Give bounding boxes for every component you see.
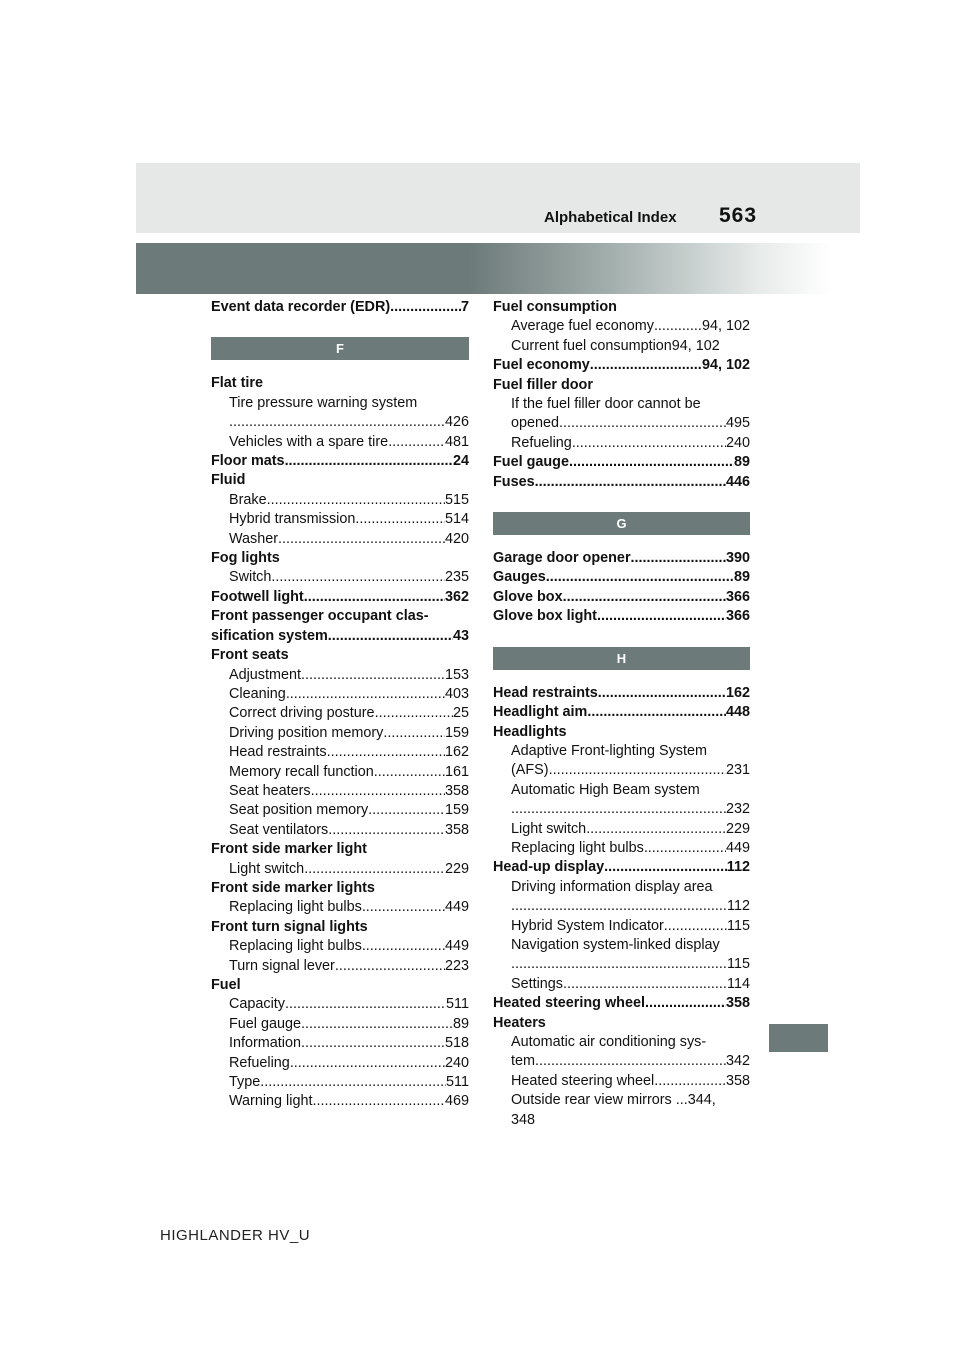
index-entry-continuation [493, 955, 750, 974]
dot-leader [285, 995, 446, 1014]
index-entry [493, 1091, 750, 1130]
index-entry [493, 607, 750, 626]
dot-leader [286, 685, 445, 704]
index-entry-text: Adaptive Front-lighting System [511, 742, 707, 759]
index-entry-continuation: 348 [511, 1111, 536, 1128]
dot-leader [285, 452, 453, 471]
index-entry-page: 153 [444, 666, 469, 683]
dot-leader [535, 473, 726, 492]
index-entry-page: 511 [446, 996, 469, 1013]
index-entry-text: Type [229, 1074, 261, 1091]
dot-leader [597, 607, 726, 626]
index-entry: Front turn signal lights [211, 918, 368, 935]
index-entry-page: 446 [725, 473, 750, 490]
dot-leader [388, 433, 445, 452]
index-entry [211, 782, 469, 801]
index-entry [211, 995, 469, 1014]
index-entry-continuation [493, 1052, 750, 1071]
index-entry-page: 43 [452, 627, 469, 644]
index-entry-text: Navigation system-linked display [511, 936, 720, 953]
index-entry-page: 235 [444, 569, 469, 586]
index-entry-page: 515 [444, 491, 469, 508]
dot-leader [511, 955, 727, 974]
section-title: Alphabetical Index [544, 209, 677, 226]
index-entry-page: 229 [444, 860, 469, 877]
index-entry-page: 449 [444, 899, 469, 916]
index-entry [493, 781, 750, 820]
dot-leader [587, 703, 726, 722]
index-entry-cont-text: sification system [211, 627, 328, 644]
index-entry-page: 94, 102 [701, 357, 750, 374]
dot-leader [563, 975, 727, 994]
index-entry [493, 936, 750, 975]
index-column-right [493, 298, 750, 1130]
index-entry-text: Brake [229, 491, 267, 508]
index-entry: Fuel filler door [493, 376, 593, 393]
index-entry-page: 403 [444, 685, 469, 702]
dot-leader [549, 761, 726, 780]
dot-leader [301, 1015, 453, 1034]
index-entry-page: 358 [444, 782, 469, 799]
index-entry-page: 162 [725, 684, 750, 701]
index-entry [493, 453, 750, 472]
index-entry [493, 568, 750, 587]
index-entry-text: Head-up display [493, 859, 605, 876]
index-entry [211, 937, 469, 956]
dot-leader [535, 1052, 726, 1071]
index-entry [211, 530, 469, 549]
index-entry-text: If the fuel filler door cannot be [511, 396, 701, 413]
dot-leader [645, 994, 726, 1013]
index-entry-continuation [493, 897, 750, 916]
index-entry-text: Tire pressure warning system [229, 394, 418, 411]
dot-leader [511, 897, 727, 916]
index-letter-heading: H [493, 647, 750, 670]
dot-leader [278, 530, 445, 549]
index-entry-text: Refueling [229, 1054, 290, 1071]
index-entry: Flat tire [211, 375, 263, 392]
index-entry [493, 917, 750, 936]
index-entry [493, 742, 750, 781]
index-entry-text: Seat heaters [229, 782, 311, 799]
index-entry [211, 724, 469, 743]
dot-leader [328, 821, 445, 840]
index-entry-text: Replacing light bulbs [229, 899, 362, 916]
index-entry-page: 449 [444, 938, 469, 955]
index-entry: Fluid [211, 472, 246, 489]
index-entry: Current fuel consumption94, 102 [511, 337, 720, 354]
dot-leader [569, 453, 734, 472]
dot-leader [267, 491, 445, 510]
index-entry [493, 317, 750, 336]
index-entry-page: 358 [725, 1072, 750, 1089]
dot-leader [304, 588, 445, 607]
dot-leader [644, 839, 726, 858]
index-entry-text: Replacing light bulbs [229, 938, 362, 955]
index-entry [211, 1015, 469, 1034]
index-column-left [211, 298, 469, 1112]
index-entry-text: Automatic High Beam system [511, 781, 700, 798]
index-entry-page: 94, 102 [701, 318, 750, 335]
dot-leader [290, 1054, 445, 1073]
index-entry-page: 7 [460, 299, 469, 315]
index-entry-page: 469 [444, 1093, 469, 1110]
index-entry [211, 1054, 469, 1073]
index-entry-text: Average fuel economy [511, 318, 654, 335]
index-entry-continuation [493, 761, 750, 780]
dot-leader [546, 568, 734, 587]
index-entry [493, 395, 750, 434]
index-entry-cont-text: tem [511, 1053, 535, 1070]
index-entry-page: 223 [444, 957, 469, 974]
index-entry-text: Settings [511, 975, 563, 992]
index-entry-text: Cleaning [229, 685, 286, 702]
dot-leader [654, 317, 702, 336]
index-entry: Heaters [493, 1014, 546, 1031]
index-entry-page: 159 [444, 802, 469, 819]
dot-leader [335, 957, 445, 976]
index-entry-text: Correct driving posture [229, 705, 375, 722]
index-entry-page: 426 [444, 414, 469, 431]
index-entry-page: 159 [444, 724, 469, 741]
dot-leader [383, 724, 445, 743]
index-entry [211, 433, 469, 452]
index-entry-text: Seat position memory [229, 802, 369, 819]
index-entry-text: Glove box [493, 588, 563, 605]
index-entry-text: Capacity [229, 996, 285, 1013]
index-entry [211, 568, 469, 587]
index-entry-page: 161 [444, 763, 469, 780]
dot-leader [374, 763, 445, 782]
dot-leader [572, 434, 726, 453]
index-entry [211, 491, 469, 510]
dot-leader [559, 414, 726, 433]
index-entry-page: 115 [727, 917, 750, 934]
dot-leader [511, 800, 726, 819]
index-entry-text: Vehicles with a spare tire [229, 433, 389, 450]
index-entry-text: Outside rear view mirrors ...344, [511, 1092, 716, 1109]
index-entry-page: 358 [725, 995, 750, 1012]
dot-leader [390, 298, 461, 317]
index-entry-page: 514 [444, 511, 469, 528]
dot-leader [590, 356, 702, 375]
index-entry-text: Driving information display area [511, 878, 713, 895]
index-entry-text: Switch [229, 569, 272, 586]
index-entry-text: Event data recorder (EDR) [211, 299, 391, 315]
index-entry-page: 114 [727, 975, 750, 992]
index-entry [211, 743, 469, 762]
index-entry [211, 510, 469, 529]
index-entry-page: 115 [727, 956, 750, 973]
index-entry: Front side marker lights [211, 879, 375, 896]
page-number: 563 [719, 204, 758, 227]
index-entry-page: 495 [725, 415, 750, 432]
index-entry [493, 839, 750, 858]
index-entry-page: 366 [725, 588, 750, 605]
dot-leader [260, 1073, 446, 1092]
index-entry: Fuel consumption [493, 299, 617, 315]
dot-leader [598, 684, 726, 703]
index-entry [493, 356, 750, 375]
index-entry-text: Memory recall function [229, 763, 374, 780]
index-entry-page: 342 [725, 1053, 750, 1070]
index-entry-text: Fuses [493, 473, 535, 490]
index-entry [211, 452, 469, 471]
index-entry-text: Front passenger occupant clas- [211, 608, 429, 625]
index-entry-text: Driving position memory [229, 724, 384, 741]
index-entry-page: 390 [725, 550, 750, 567]
dot-leader [375, 704, 453, 723]
index-entry-page: 362 [444, 588, 469, 605]
index-entry-page: 511 [446, 1074, 469, 1091]
dot-leader [327, 743, 445, 762]
index-entry-text: Replacing light bulbs [511, 839, 644, 856]
index-entry-page: 112 [726, 859, 750, 876]
index-entry-page: 25 [452, 705, 469, 722]
index-entry: Front seats [211, 647, 289, 664]
index-entry-text: Hybrid System Indicator [511, 917, 664, 934]
index-entry [493, 1033, 750, 1072]
dot-leader [563, 588, 726, 607]
index-entry [493, 434, 750, 453]
dot-leader [664, 917, 727, 936]
dot-leader [604, 858, 727, 877]
index-entry-text: Glove box light [493, 608, 597, 625]
index-entry: Fog lights [211, 550, 280, 567]
index-entry-page: 240 [444, 1054, 469, 1071]
index-entry-page: 89 [733, 569, 750, 586]
index-entry [493, 878, 750, 917]
index-entry [211, 801, 469, 820]
index-entry [211, 685, 469, 704]
dot-leader [355, 510, 445, 529]
dot-leader [271, 568, 445, 587]
index-entry [211, 821, 469, 840]
index-entry-text: Warning light [229, 1093, 313, 1110]
index-entry [493, 858, 750, 877]
index-entry-page: 89 [452, 1015, 469, 1032]
dot-leader [368, 801, 445, 820]
index-entry-page: 358 [444, 821, 469, 838]
dot-leader [304, 860, 445, 879]
dot-leader [362, 937, 445, 956]
dot-leader [229, 413, 445, 432]
index-entry-continuation [211, 627, 469, 646]
index-entry [211, 1073, 469, 1092]
index-entry-text: Light switch [229, 860, 305, 877]
index-entry-text: Seat ventilators [229, 821, 329, 838]
index-entry-text: Fuel economy [493, 357, 590, 374]
index-entry [493, 473, 750, 492]
index-entry [211, 298, 469, 317]
index-entry [211, 588, 469, 607]
index-entry [493, 588, 750, 607]
index-entry-text: Heated steering wheel [511, 1072, 655, 1089]
index-entry-page: 449 [725, 839, 750, 856]
dot-leader [311, 782, 445, 801]
index-entry [493, 549, 750, 568]
index-entry-page: 481 [444, 433, 469, 450]
index-entry-page: 420 [444, 530, 469, 547]
dot-leader [328, 627, 453, 646]
index-entry-page: 231 [725, 762, 750, 779]
dot-leader [586, 820, 726, 839]
index-letter-heading: F [211, 337, 469, 360]
index-entry: Fuel [211, 977, 241, 993]
index-entry-page: 232 [725, 801, 750, 818]
footer-model: HIGHLANDER HV_U [160, 1227, 311, 1244]
index-entry-page: 24 [452, 453, 469, 470]
index-entry-continuation [493, 414, 750, 433]
dot-leader [301, 666, 445, 685]
index-entry-continuation [211, 413, 469, 432]
index-entry-text: Turn signal lever [229, 957, 335, 974]
index-entry-page: 448 [725, 704, 750, 721]
index-letter-heading: G [493, 512, 750, 535]
index-entry-continuation [493, 800, 750, 819]
index-entry [211, 666, 469, 685]
index-entry-text: Adjustment [229, 666, 301, 683]
index-entry [211, 957, 469, 976]
index-entry-page: 89 [733, 454, 750, 471]
dot-leader [631, 549, 726, 568]
dot-leader [312, 1092, 445, 1111]
index-entry-page: 366 [725, 608, 750, 625]
index-entry-page: 229 [725, 820, 750, 837]
index-entry [493, 1072, 750, 1091]
index-entry-text: Head restraints [493, 684, 598, 701]
index-entry [211, 898, 469, 917]
index-entry: Headlights [493, 723, 567, 740]
index-entry [211, 763, 469, 782]
index-entry [493, 975, 750, 994]
index-entry-text: Automatic air conditioning sys- [511, 1034, 707, 1050]
index-entry-text: Washer [229, 530, 279, 547]
index-entry-text: Floor mats [211, 453, 285, 470]
index-entry [493, 703, 750, 722]
index-entry [211, 1034, 469, 1053]
index-entry: Front side marker light [211, 841, 367, 858]
index-entry-text: Refueling [511, 434, 572, 451]
index-entry-text: Light switch [511, 820, 587, 837]
index-entry [493, 820, 750, 839]
index-entry-text: Information [229, 1035, 301, 1052]
index-entry [211, 1092, 469, 1111]
index-entry-page: 112 [727, 898, 750, 915]
index-entry-text: Fuel gauge [229, 1015, 302, 1032]
index-entry [493, 684, 750, 703]
index-entry-text: Head restraints [229, 744, 327, 761]
index-entry-text: Fuel gauge [493, 454, 569, 471]
dot-leader [362, 898, 445, 917]
index-entry [211, 394, 469, 433]
index-entry-text: Hybrid transmission [229, 511, 356, 528]
chapter-side-tab [769, 1024, 828, 1052]
index-entry-text: Gauges [493, 569, 546, 586]
index-entry-page: 162 [444, 744, 469, 761]
index-entry-cont-text: opened [511, 415, 560, 432]
index-entry [211, 607, 469, 646]
index-entry-text: Heated steering wheel [493, 995, 645, 1012]
index-entry-cont-text: (AFS) [511, 762, 549, 779]
dot-leader [654, 1072, 726, 1091]
index-entry-text: Garage door opener [493, 550, 631, 567]
header-gradient-bar [136, 243, 860, 294]
index-entry-text: Headlight aim [493, 704, 588, 721]
index-entry-page: 240 [725, 434, 750, 451]
index-entry-page: 518 [444, 1035, 469, 1052]
dot-leader [301, 1034, 445, 1053]
index-entry-text: Footwell light [211, 588, 304, 605]
index-entry [493, 994, 750, 1013]
index-entry [211, 860, 469, 879]
index-entry [211, 704, 469, 723]
